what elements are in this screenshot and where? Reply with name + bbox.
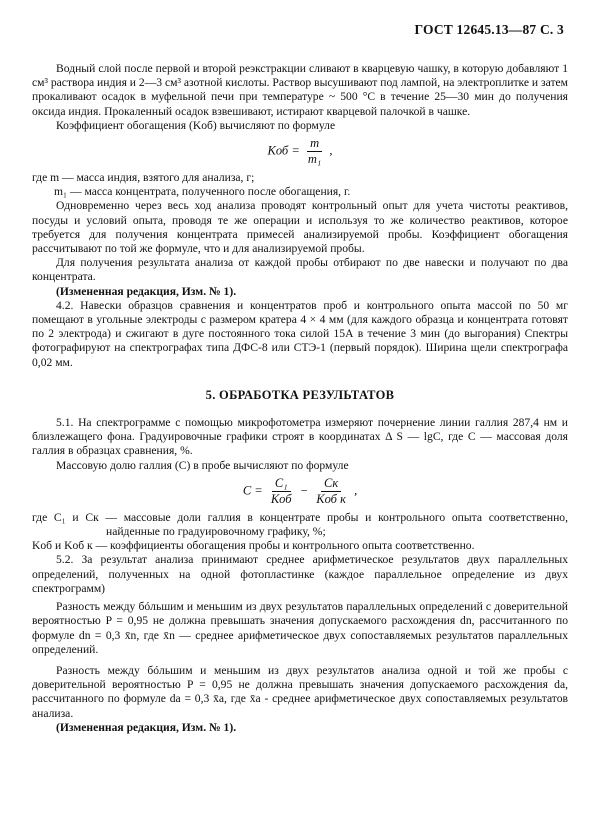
paragraph-5-1-microphotometer: 5.1. На спектрограмме с помощью микрофотометра измеряют почернение линии галлия 287,4 нм и близлежащего фона. Градуировочные графики строят в координатах Δ S — lgC, где C — массовая доля галлия в образцах сравнения, %. — [32, 416, 568, 458]
formula1-lhs: Kоб = — [267, 143, 300, 158]
formula1-numerator: m — [307, 136, 322, 152]
formula2-fraction-control — [313, 476, 349, 507]
formula2-lhs: C = — [242, 483, 263, 498]
paragraph-4-2-electrodes: 4.2. Навески образцов сравнения и концентратов проб и контрольного опыта массой по 50 мг помещают в угольные электроды с размером кратера 4 × 4 мм (для каждого образца и концентрата готовят по 2 электрода) и сжигают в дуге постоянного тока силой 15А в течение 3 мин (до выгорания) Спектры фотографируют на спектрографах типа ДФС-8 или СТЭ-1 (первый порядок). Ширина щели спектрографа 0,02 мм. — [32, 298, 568, 369]
paragraph-enrichment-coefficient-intro: Коэффициент обогащения (Kоб) вычисляют по формуле — [56, 118, 336, 132]
formula2-denominator-sample: Kоб — [270, 491, 292, 506]
paragraph-control-experiment: Одновременно через весь ход анализа проводят контрольный опыт для учета чистоты реактивов, посуды и условий опыта, проводя те же операции и используя то же количество реактивов, которое требуется для получения концентрата примесей анализируемой пробы. Коэффициент обогащения рассчитывают по той же формуле, что и для анализируемой пробы. — [32, 199, 568, 256]
formula-gallium-fraction — [32, 476, 568, 507]
formula2-numerator-control: Cк — [321, 476, 341, 492]
where-line-kob: Kоб и Kоб к — коэффициенты обогащения пробы и контрольного опыта соответственно. — [32, 539, 475, 553]
section-heading-results: 5. ОБРАБОТКА РЕЗУЛЬТАТОВ — [205, 387, 395, 402]
formula2-fraction-sample — [268, 476, 295, 507]
where-line-m1: m₁ — масса концентрата, полученного после обогащения, г. — [54, 185, 351, 199]
page-header-standard-code: ГОСТ 12645.13—87 С. 3 — [414, 22, 564, 37]
formula-enrichment-coefficient — [32, 136, 568, 167]
formula2-numerator-sample: C₁ — [272, 476, 291, 492]
paragraph-gallium-formula-intro: Массовую долю галлия (C) в пробе вычисляют по формуле — [56, 458, 349, 472]
where-line-c1-ck: где C₁ и Cк — массовые доли галлия в концентрате пробы и контрольного опыта соответственно, найденные по градуировочному графику, %; — [32, 510, 568, 539]
paragraph-two-samples: Для получения результата анализа от каждой пробы отбирают по две навески и получают по два концентрата. — [32, 256, 568, 284]
paragraph-analysis-difference: Разность между бóльшим и меньшим из двух результатов анализа одной и той же пробы с доверительной вероятностью P = 0,95 не должна превышать значения допускаемого расхождения da, рассчитанного по формуле da = 0,3 x̄a, где x̄a - среднее арифметическое двух сопоставляемых результатов анализа. — [32, 663, 568, 720]
formula1-tail: , — [329, 143, 333, 158]
paragraph-parallel-difference: Разность между бóльшим и меньшим из двух результатов параллельных определений с доверительной вероятностью P = 0,95 не должна превышать значения допускаемого расхождения dn, рассчитанного по формуле dn = 0,3 x̄n, где x̄n — среднее арифметическое двух сопоставляемых результатов параллельных определений. — [32, 600, 568, 656]
formula2-minus: − — [299, 483, 309, 498]
page-body — [32, 62, 568, 735]
paragraph-5-2-result: 5.2. За результат анализа принимают среднее арифметическое результатов двух параллельных определений, полученных на одной фотопластинке (каждое параллельное определение из двух спектрограмм) — [32, 553, 568, 595]
paragraph-reextraction: Водный слой после первой и второй реэкстракции сливают в кварцевую чашку, в которую добавляют 1 см³ раствора индия и 2—3 см³ азотной кислоты. Раствор высушивают под лампой, на электроплитке и затем прокаливают осадок в муфельной печи при температуре ~ 500 °С в течение 25—30 мин до получения оксида индия. Прокаленный осадок взвешивают, истирают кварцевой палочкой в чашке. — [32, 62, 568, 118]
formula1-denominator: m₁ — [307, 152, 322, 167]
formula2-tail: , — [354, 483, 358, 498]
formula2-denominator-control: Kоб к — [316, 491, 346, 506]
amendment-note-1: (Измененная редакция, Изм. № 1). — [56, 284, 237, 298]
amendment-note-2: (Измененная редакция, Изм. № 1). — [56, 720, 237, 734]
formula1-fraction — [305, 136, 324, 167]
where-line-m: где m — масса индия, взятого для анализа, г; — [32, 171, 255, 185]
